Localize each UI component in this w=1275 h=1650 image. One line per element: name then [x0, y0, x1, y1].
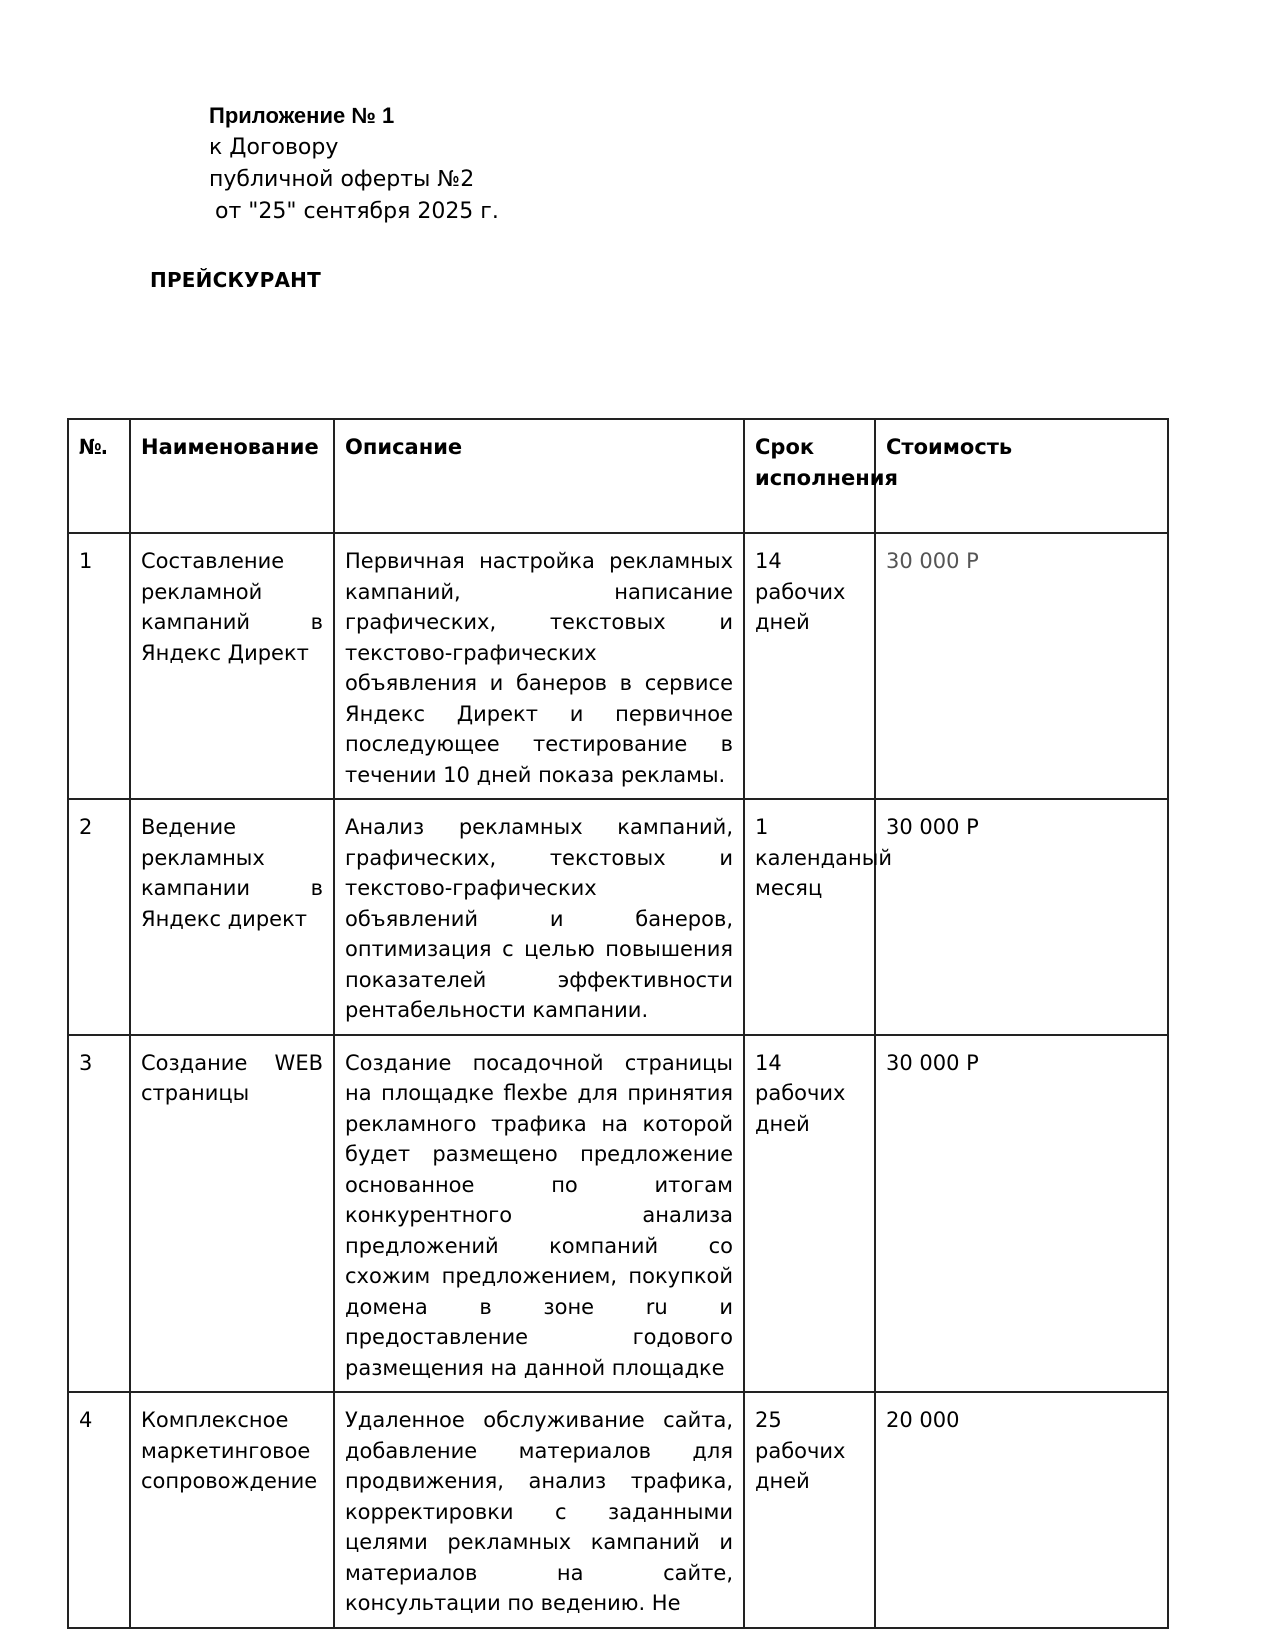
column-header-number: №. [68, 419, 130, 533]
table-row [68, 799, 1168, 1035]
service-name: Ведение рекламных кампании в Яндекс директ [130, 799, 334, 1035]
service-name: Комплексное маркетинговое сопровождение [130, 1392, 334, 1628]
column-header-description: Описание [334, 419, 744, 533]
table-header-row [68, 419, 1168, 533]
service-term: 14 рабочих дней [744, 1035, 875, 1393]
service-term: 25 рабочих дней [744, 1392, 875, 1628]
offer-reference: публичной оферты №2 [209, 167, 475, 192]
row-number: 4 [68, 1392, 130, 1628]
service-term: 14 рабочих дней [744, 533, 875, 799]
service-price: 30 000 Р [875, 1035, 1168, 1393]
service-price: 30 000 Р [875, 799, 1168, 1035]
contract-reference: к Договору [209, 135, 339, 160]
row-number: 1 [68, 533, 130, 799]
column-header-price: Стоимость [875, 419, 1168, 533]
contract-date: от "25" сентября 2025 г. [215, 199, 499, 224]
column-header-name: Наименование [130, 419, 334, 533]
table-row [68, 1392, 1168, 1628]
page-title: ПРЕЙСКУРАНТ [150, 268, 321, 292]
service-description: Создание посадочной страницы на площадке flexbe для принятия рекламного трафика на которой будет размещено предложение основанное по итогам конкурентного анализа предложений компаний со схожим предложением, покупкой домена в зоне ru и предоставление годового размещения на данной площадке [334, 1035, 744, 1393]
row-number: 3 [68, 1035, 130, 1393]
service-description: Первичная настройка рекламных кампаний, написание графических, текстовых и текстово-графических объявления и банеров в сервисе Яндекс Директ и первичное последующее тестирование в течении 10 дней показа рекламы. [334, 533, 744, 799]
service-description: Удаленное обслуживание сайта, добавление материалов для продвижения, анализ трафика, корректировки с заданными целями рекламных кампаний и материалов на сайте, консультации по ведению. Не [334, 1392, 744, 1628]
service-price: 20 000 [875, 1392, 1168, 1628]
service-name: Составление рекламной кампаний в Яндекс Директ [130, 533, 334, 799]
row-number: 2 [68, 799, 130, 1035]
service-name: Создание WEB страницы [130, 1035, 334, 1393]
service-price: 30 000 Р [875, 533, 1168, 799]
service-term: 1 календаный месяц [744, 799, 875, 1035]
table-row [68, 533, 1168, 799]
appendix-title: Приложение № 1 [209, 103, 395, 128]
table-row [68, 1035, 1168, 1393]
column-header-term: Срок исполнения [744, 419, 875, 533]
service-description: Анализ рекламных кампаний, графических, текстовых и текстово-графических объявлений и банеров, оптимизация с целью повышения показателей эффективности рентабельности кампании. [334, 799, 744, 1035]
price-table [67, 418, 1169, 1629]
document-header [209, 100, 499, 228]
